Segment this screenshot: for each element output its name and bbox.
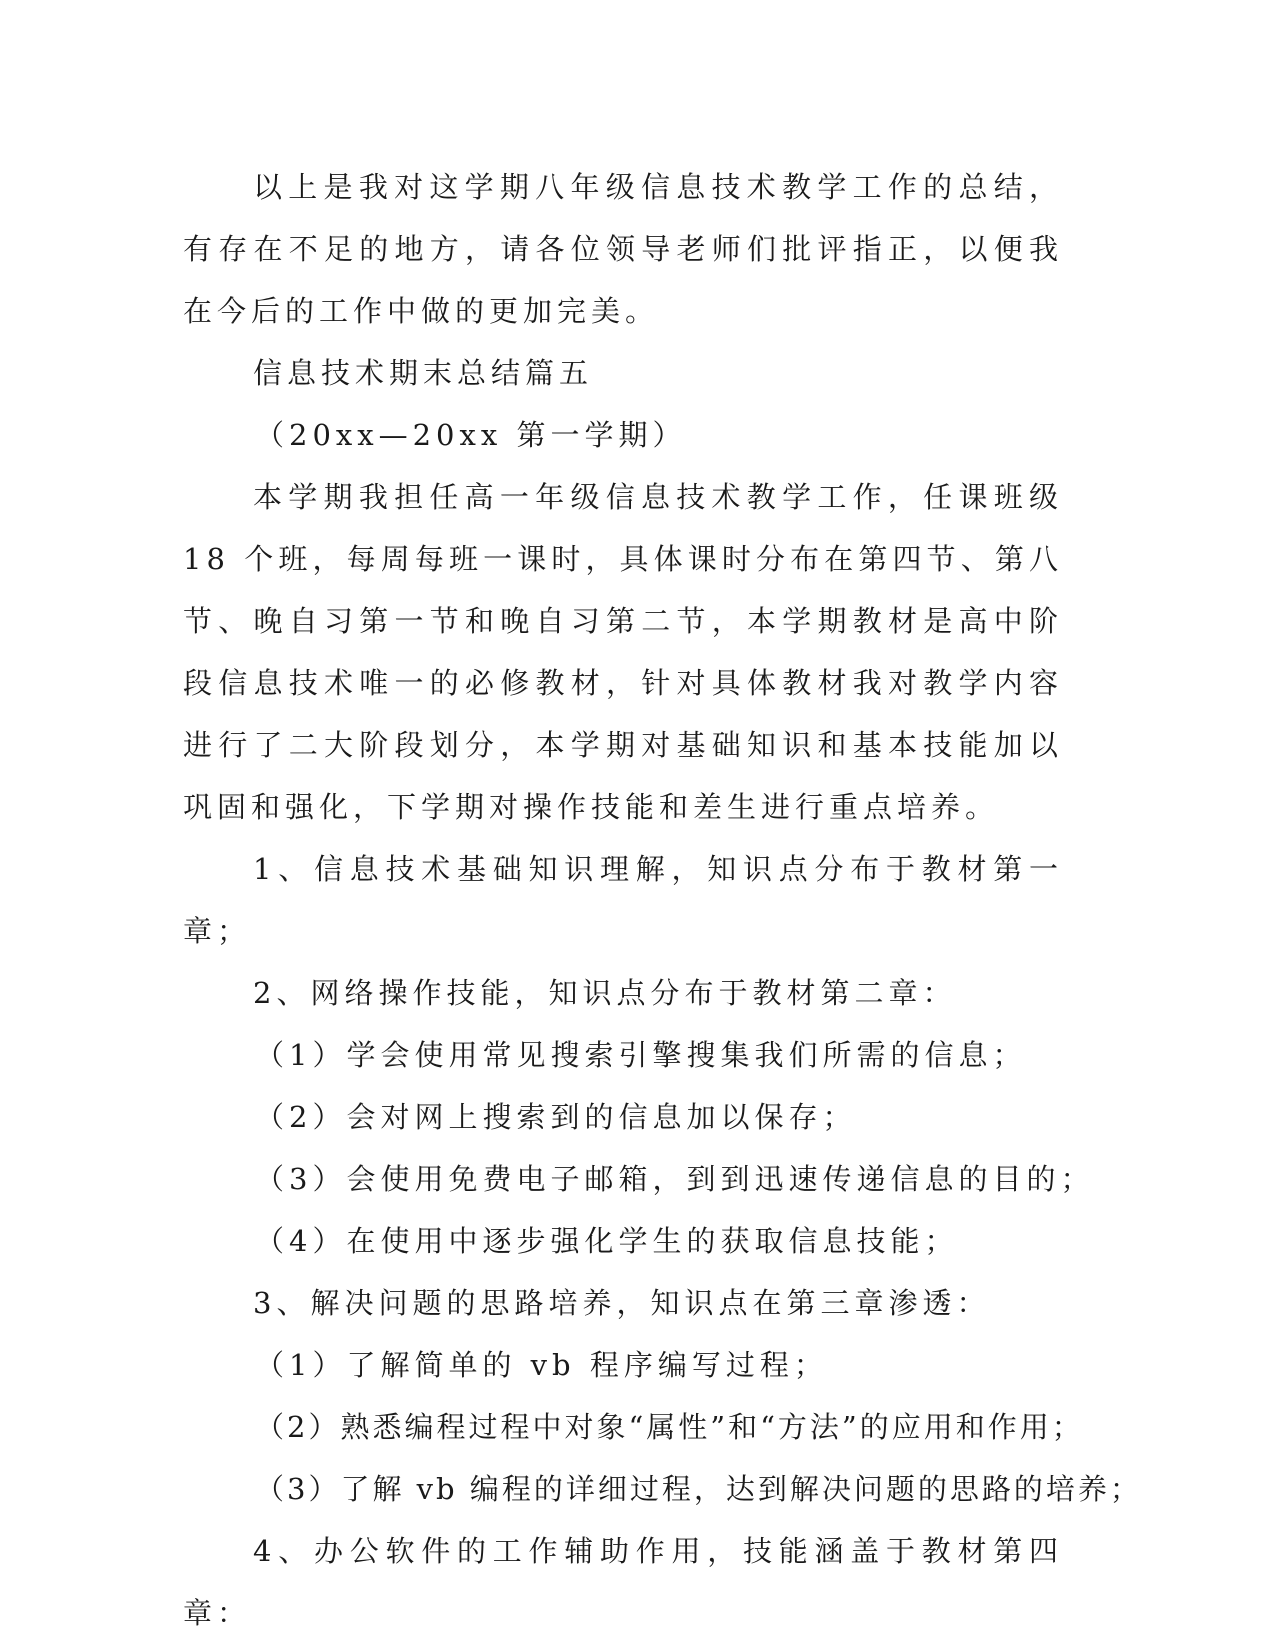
document-body (183, 156, 1142, 1644)
paragraph-intro: 本学期我担任高一年级信息技术教学工作，任课班级 18 个班，每周每班一课时，具体课时分布在第四节、第八节、晚自习第一节和晚自习第二节，本学期教材是高中阶段信息技术唯一的必修教材，针对具体教材我对教学内容进行了二大阶段划分，本学期对基础知识和基本技能加以巩固和强化，下学期对操作技能和差生进行重点培养。 (183, 480, 1063, 824)
sub-item-2-3: （3）会使用免费电子邮箱，到到迅速传递信息的目的； (255, 1162, 1095, 1196)
list-item-1: 1、信息技术基础知识理解，知识点分布于教材第一章； (183, 852, 1063, 948)
paragraph-summary-closing: 以上是我对这学期八年级信息技术教学工作的总结，有存在不足的地方，请各位领导老师们批评指正，以便我在今后的工作中做的更加完美。 (183, 170, 1063, 328)
semester-label: （20xx—20xx 第一学期） (255, 418, 687, 452)
sub-item-3-1: （1）了解简单的 vb 程序编写过程； (255, 1348, 828, 1382)
sub-item-3-3: （3）了解 vb 编程的详细过程，达到解决问题的思路的培养； (255, 1472, 1142, 1506)
list-item-3: 3、解决问题的思路培养，知识点在第三章渗透： (253, 1286, 991, 1320)
list-item-2: 2、网络操作技能，知识点分布于教材第二章： (253, 976, 957, 1010)
list-item-4: 4、办公软件的工作辅助作用，技能涵盖于教材第四章： (183, 1534, 1063, 1630)
sub-item-3-2: （2）熟悉编程过程中对象“属性”和“方法”的应用和作用； (255, 1410, 1084, 1444)
sub-item-2-2: （2）会对网上搜索到的信息加以保存； (255, 1100, 857, 1134)
sub-item-2-1: （1）学会使用常见搜索引擎搜集我们所需的信息； (255, 1038, 1027, 1072)
section-title: 信息技术期末总结篇五 (253, 356, 594, 390)
sub-item-2-4: （4）在使用中逐步强化学生的获取信息技能； (255, 1224, 959, 1258)
